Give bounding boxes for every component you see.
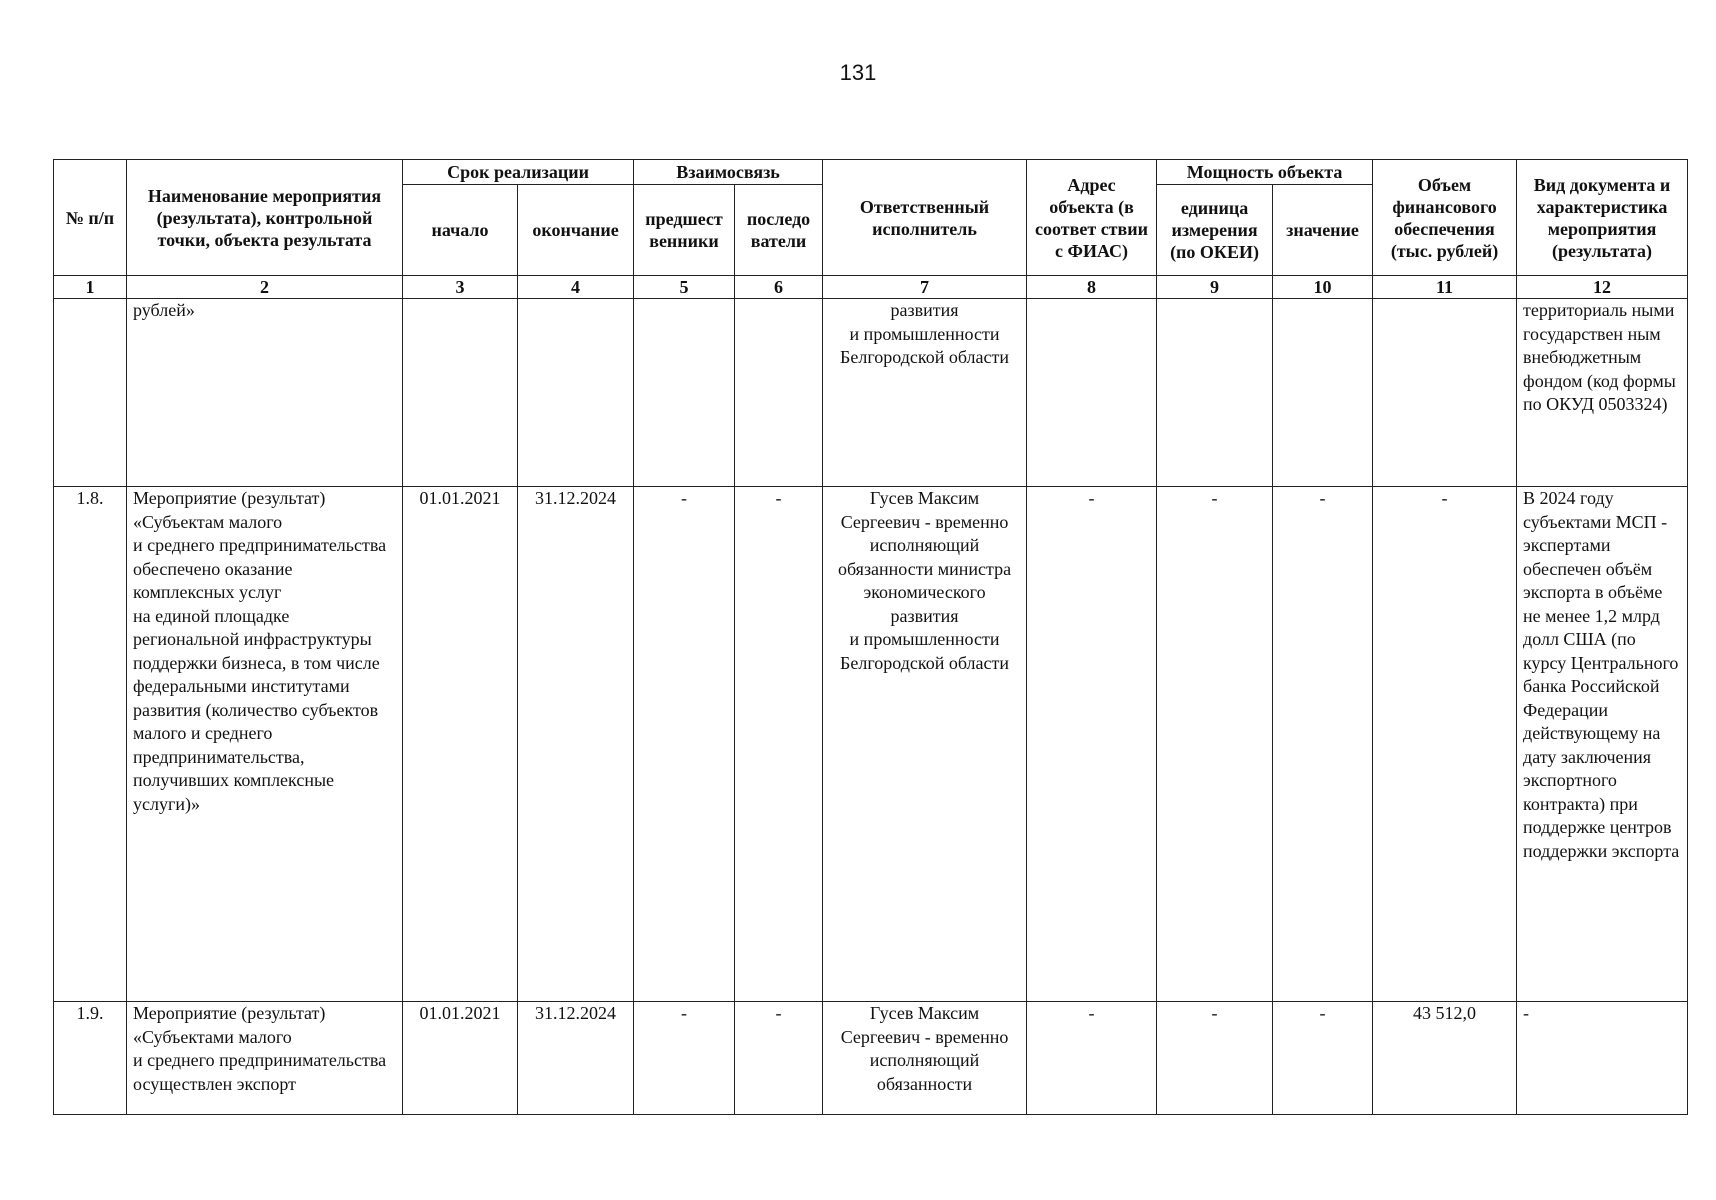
header-funding: Объем финансового обеспечения (тыс. рублей) — [1373, 160, 1517, 276]
row-successors — [735, 299, 823, 487]
row-name: Мероприятие (результат) «Субъектам малого и среднего предпринимательства обеспечено оказание комплексных услуг на единой площадке региональной инфраструктуры поддержки бизнеса, в том числе федеральными институтами развития (количество субъектов малого и среднего предпринимательства, получивших комплексные услуги)» — [127, 487, 403, 1002]
row-address — [1027, 299, 1157, 487]
column-number: 7 — [823, 276, 1027, 299]
page-number: 131 — [839, 60, 877, 85]
column-number: 8 — [1027, 276, 1157, 299]
row-predecessors — [634, 299, 735, 487]
row-end — [518, 299, 634, 487]
header-doc-type: Вид документа и характеристика мероприятия (результата) — [1517, 160, 1688, 276]
header-name: Наименование мероприятия (результата), контрольной точки, объекта результата — [127, 160, 403, 276]
row-responsible: Гусев Максим Сергеевич - временно исполняющий обязанности — [823, 1002, 1027, 1115]
row-unit: - — [1157, 487, 1273, 1002]
row-doc: В 2024 году субъектами МСП - экспертами обеспечен объём экспорта в объёме не менее 1,2 млрд долл США (по курсу Центрального банка Российской Федерации действующему на дату заключения экспортного контракта) при поддержке центров поддержки экспорта — [1517, 487, 1688, 1002]
column-number: 6 — [735, 276, 823, 299]
activities-table — [53, 159, 1688, 1115]
column-number: 11 — [1373, 276, 1517, 299]
column-number: 12 — [1517, 276, 1688, 299]
row-address: - — [1027, 487, 1157, 1002]
row-start: 01.01.2021 — [403, 1002, 518, 1115]
row-num — [54, 299, 127, 487]
header-unit: единица измерения (по ОКЕИ) — [1157, 185, 1273, 276]
row-unit: - — [1157, 1002, 1273, 1115]
row-start: 01.01.2021 — [403, 487, 518, 1002]
column-number-row — [54, 276, 1688, 299]
table-row — [54, 299, 1688, 487]
header-value: значение — [1273, 185, 1373, 276]
header-num: № п/п — [54, 160, 127, 276]
row-name: Мероприятие (результат) «Субъектами малого и среднего предпринимательства осуществлен экспорт — [127, 1002, 403, 1115]
column-number: 9 — [1157, 276, 1273, 299]
row-funding: 43 512,0 — [1373, 1002, 1517, 1115]
row-end: 31.12.2024 — [518, 487, 634, 1002]
table-row — [54, 1002, 1688, 1115]
row-unit — [1157, 299, 1273, 487]
row-address: - — [1027, 1002, 1157, 1115]
table-row — [54, 487, 1688, 1002]
header-successors: последо ватели — [735, 185, 823, 276]
row-value: - — [1273, 487, 1373, 1002]
column-number: 5 — [634, 276, 735, 299]
column-number: 3 — [403, 276, 518, 299]
column-number: 10 — [1273, 276, 1373, 299]
row-doc: - — [1517, 1002, 1688, 1115]
header-capacity: Мощность объекта — [1157, 160, 1373, 185]
row-successors: - — [735, 487, 823, 1002]
header-predecessors: предшест венники — [634, 185, 735, 276]
column-number: 1 — [54, 276, 127, 299]
row-num: 1.8. — [54, 487, 127, 1002]
row-doc: территориаль ными государствен ным внебюджетным фондом (код формы по ОКУД 0503324) — [1517, 299, 1688, 487]
row-value: - — [1273, 1002, 1373, 1115]
column-number: 2 — [127, 276, 403, 299]
header-relation: Взаимосвязь — [634, 160, 823, 185]
header-address: Адрес объекта (в соответ ствии с ФИАС) — [1027, 160, 1157, 276]
column-number: 4 — [518, 276, 634, 299]
row-funding: - — [1373, 487, 1517, 1002]
row-predecessors: - — [634, 1002, 735, 1115]
row-value — [1273, 299, 1373, 487]
row-funding — [1373, 299, 1517, 487]
header-end: окончание — [518, 185, 634, 276]
row-predecessors: - — [634, 487, 735, 1002]
row-responsible: развития и промышленности Белгородской области — [823, 299, 1027, 487]
header-start: начало — [403, 185, 518, 276]
row-start — [403, 299, 518, 487]
row-responsible: Гусев Максим Сергеевич - временно исполняющий обязанности министра экономического развития и промышленности Белгородской области — [823, 487, 1027, 1002]
header-responsible: Ответственный исполнитель — [823, 160, 1027, 276]
row-name: рублей» — [127, 299, 403, 487]
row-successors: - — [735, 1002, 823, 1115]
row-num: 1.9. — [54, 1002, 127, 1115]
header-period: Срок реализации — [403, 160, 634, 185]
row-end: 31.12.2024 — [518, 1002, 634, 1115]
